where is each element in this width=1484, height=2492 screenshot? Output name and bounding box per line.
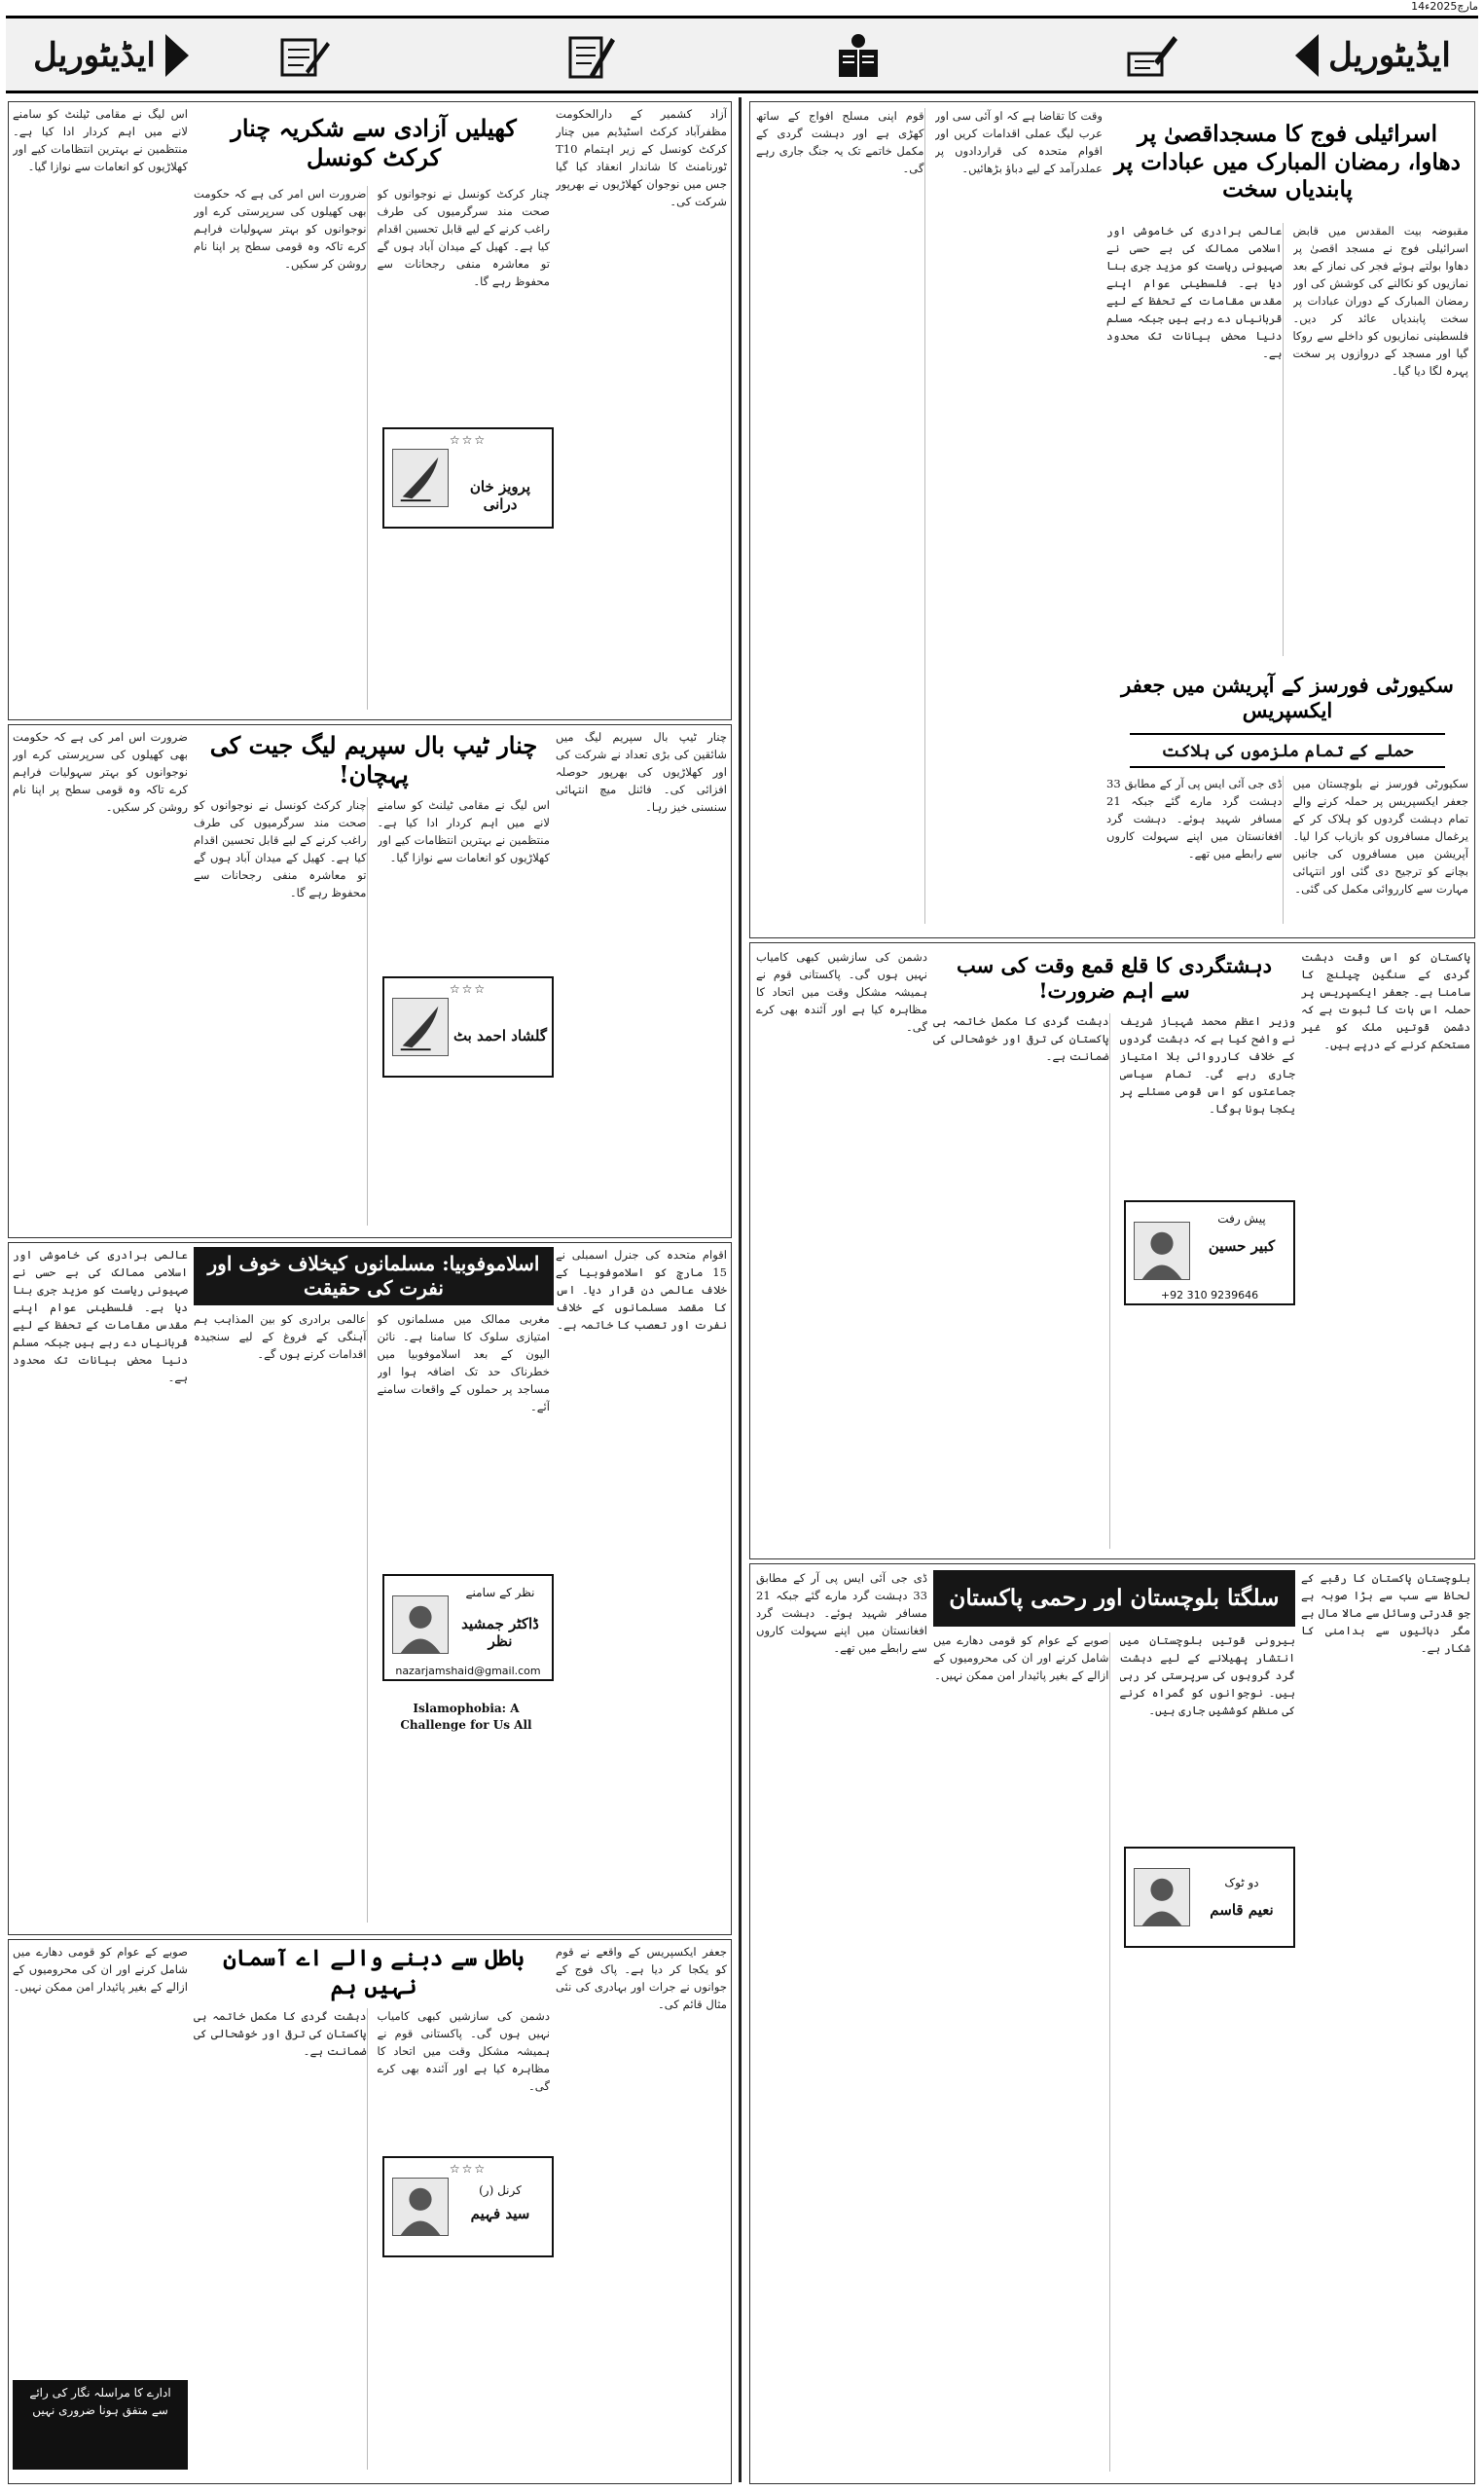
author-box <box>382 976 554 1078</box>
body-column: عالمی برادری کو بین المذاہب ہم آہنگی کے فروغ کے لیے سنجیدہ اقدامات کرنے ہوں گے۔ <box>194 1311 368 1923</box>
article-body <box>556 106 727 710</box>
column-title: نظر کے سامنے <box>465 1586 535 1599</box>
article-headline: کھیلیں آزادی سے شکریہ چنار کرکٹ کونسل <box>194 106 554 180</box>
article-dehshat <box>749 942 1475 1559</box>
rating-stars-icon: ☆☆☆ <box>449 433 488 447</box>
masthead <box>6 16 1478 93</box>
article-headline: اسرائیلی فوج کا مسجداقصیٰ پر دھاوا، رمضان المبارک میں عبادات پر پابندیاں سخت <box>1106 108 1468 217</box>
author-rank: کرنل (ر) <box>479 2183 522 2197</box>
article-body <box>556 729 727 1226</box>
body-column: بلوچستان پاکستان کا رقبے کے لحاظ سے سب سے بڑا صوبہ ہے جو قدرتی وسائل سے مالا مال ہے مگر دہائیوں سے بدامنی کا شکار ہے۔ <box>1301 1571 1470 1655</box>
rating-stars-icon: ☆☆☆ <box>449 982 488 996</box>
article-body <box>556 1247 727 1923</box>
article-quds <box>749 101 1475 938</box>
newspaper-reader-icon <box>831 32 886 81</box>
article-body <box>1301 949 1470 1549</box>
top-bar <box>0 0 1484 14</box>
article-body <box>13 1944 188 2372</box>
author-name: نعیم قاسم <box>1210 1901 1274 1919</box>
article-body <box>1301 1570 1470 2472</box>
author-box <box>382 427 554 529</box>
body-column: دشمن کی سازشیں کبھی کامیاب نہیں ہوں گی۔ پاکستانی قوم نے ہمیشہ مشکل وقت میں اتحاد کا مظاہرہ کیا ہے اور آئندہ بھی کرے گی۔ <box>377 2009 550 2093</box>
body-column: جعفر ایکسپریس کے واقعے نے قوم کو یکجا کر دیا ہے۔ پاک فوج کے جوانوں نے جرات اور بہادری کی نئی مثال قائم کی۔ <box>556 1945 727 2011</box>
column-title: پیش رفت <box>1217 1212 1266 1226</box>
article-body <box>556 1944 727 2470</box>
article-body <box>13 729 188 1226</box>
center-divider <box>739 97 742 2482</box>
body-column: صوبے کے عوام کو قومی دھارے میں شامل کرنے اور ان کی محرومیوں کے ازالے کے بغیر پائیدار امن ممکن نہیں۔ <box>13 1945 188 1994</box>
article-body <box>1106 776 1468 924</box>
column-title: دو ٹوک <box>1224 1876 1259 1889</box>
article-tapeball <box>8 724 732 1238</box>
body-column: عالمی برادری کی خاموشی اور اسلامی ممالک کی بے حسی نے صہیونی ریاست کو مزید جری بنا دیا ہے۔ فلسطینی عوام اپنے مقدس مقامات کے تحفظ کے لیے قربانیاں دے رہے ہیں جبکہ مسلم دنیا محض بیانات تک محدود ہے۔ <box>13 1248 188 1384</box>
body-column: پاکستان کو اس وقت دہشت گردی کے سنگین چیلنج کا سامنا ہے۔ جعفر ایکسپریس پر حملہ اس بات کا ثبوت ہے کہ دشمن قوتیں ملک کو غیر مستحکم کرنے کے درپے ہیں۔ <box>1301 950 1470 1051</box>
body-column: دہشت گردی کا مکمل خاتمہ ہی پاکستان کی ترقی اور خوشحالی کی ضمانت ہے۔ <box>933 1013 1110 1549</box>
body-column: ڈی جی آئی ایس پی آر کے مطابق 33 دہشت گرد مارے گئے جبکہ 21 مسافر شہید ہوئے۔ دہشت گرد افغانستان میں اپنے سہولت کاروں سے رابطے میں تھے۔ <box>756 1571 927 1655</box>
section-title-right: ایڈیٹوریل <box>1328 36 1451 75</box>
author-email: nazarjamshaid@gmail.com <box>395 1665 541 1677</box>
chevron-right-icon <box>165 34 189 77</box>
body-column: اقوام متحدہ کی جنرل اسمبلی نے 15 مارچ کو اسلاموفوبیا کے خلاف عالمی دن قرار دیا۔ اس کا مقصد مسلمانوں کے خلاف نفرت اور تعصب کا خاتمہ ہے۔ <box>556 1248 727 1332</box>
author-phone: +92 310 9239646 <box>1160 1289 1259 1301</box>
article-headline: باطل سے دبنے والے اے آسمان نہیں ہم <box>194 1944 554 2002</box>
body-column: وقت کا تقاضا ہے کہ او آئی سی اور عرب لیگ عملی اقدامات کریں اور اقوام متحدہ کی قراردادوں پر عملدرآمد کے لیے دباؤ بڑھائیں۔ <box>934 109 1103 175</box>
article-cricket <box>8 101 732 720</box>
article-headline: اسلاموفوبیا: مسلمانوں کیخلاف خوف اور نفرت کی حقیقت <box>194 1247 554 1305</box>
body-column: عالمی برادری کی خاموشی اور اسلامی ممالک کی بے حسی نے صہیونی ریاست کو مزید جری بنا دیا ہے۔ فلسطینی عوام اپنے مقدس مقامات کے تحفظ کے لیے قربانیاں دے رہے ہیں جبکہ مسلم دنیا محض بیانات تک محدود ہے۔ <box>1106 223 1284 656</box>
body-column: قوم اپنی مسلح افواج کے ساتھ کھڑی ہے اور دہشت گردی کے مکمل خاتمے تک یہ جنگ جاری رہے گی۔ <box>756 108 925 924</box>
body-column: دشمن کی سازشیں کبھی کامیاب نہیں ہوں گی۔ پاکستانی قوم نے ہمیشہ مشکل وقت میں اتحاد کا مظاہرہ کیا ہے اور آئندہ بھی کرے گی۔ <box>756 950 927 1034</box>
article-balochistan <box>749 1563 1475 2484</box>
body-column: صوبے کے عوام کو قومی دھارے میں شامل کرنے اور ان کی محرومیوں کے ازالے کے بغیر پائیدار امن ممکن نہیں۔ <box>933 1632 1110 2472</box>
pen-writing-icon <box>1125 32 1179 81</box>
author-name: کبیر حسین <box>1208 1237 1276 1255</box>
body-column: مغربی ممالک میں مسلمانوں کو امتیازی سلوک کا سامنا ہے۔ نائن الیون کے بعد اسلاموفوبیا میں خطرناک حد تک اضافہ ہوا اور مساجد پر حملوں کے واقعات سامنے آئے۔ <box>377 1312 550 1413</box>
body-column: اس لیگ نے مقامی ٹیلنٹ کو سامنے لانے میں اہم کردار ادا کیا ہے۔ منتظمین نے بہترین انتظامات کیے اور کھلاڑیوں کو انعامات سے نوازا گیا۔ <box>377 798 550 864</box>
editorial-disclaimer: ادارے کا مراسلہ نگار کی رائے سے متفق ہونا ضروری نہیں <box>13 2380 188 2470</box>
author-box <box>382 1574 554 1681</box>
article-subhead: حملے کے تمام ملزموں کی ہلاکت <box>1130 733 1445 768</box>
article-batil <box>8 1939 732 2484</box>
body-column: چنار کرکٹ کونسل نے نوجوانوں کو صحت مند سرگرمیوں کی طرف راغب کرنے کے لیے قابل تحسین اقدام کیا ہے۔ کھیل کے میدان آباد ہوں گے تو معاشرہ منفی رجحانات سے محفوظ رہے گا۔ <box>377 187 550 288</box>
article-headline: سلگتا بلوچستان اور رحمی پاکستان <box>933 1570 1295 1627</box>
pen-notebook-icon <box>276 32 331 81</box>
body-column: آزاد کشمیر کے دارالحکومت مظفرآباد کرکٹ اسٹیڈیم میں چنار کرکٹ کونسل کے زیر اہتمام T10 ٹورنامنٹ کا شاندار انعقاد کیا گیا جس میں نوجوان کھلاڑیوں نے بھرپور شرکت کی۔ <box>556 107 727 208</box>
body-column: چنار کرکٹ کونسل نے نوجوانوں کو صحت مند سرگرمیوں کی طرف راغب کرنے کے لیے قابل تحسین اقدام کیا ہے۔ کھیل کے میدان آباد ہوں گے تو معاشرہ منفی رجحانات سے محفوظ رہے گا۔ <box>194 797 368 1226</box>
article-body <box>756 949 927 1549</box>
section-brand-left <box>14 30 208 81</box>
author-box <box>1124 1847 1295 1948</box>
body-column: ضرورت اس امر کی ہے کہ حکومت بھی کھیلوں کی سرپرستی کرے اور نوجوانوں کو بہتر سہولیات فراہم کرے تاکہ وہ قومی سطح پر اپنا نام روشن کر سکیں۔ <box>194 186 368 710</box>
quill-icon <box>392 449 449 507</box>
article-body <box>756 108 1103 924</box>
body-column: اس لیگ نے مقامی ٹیلنٹ کو سامنے لانے میں اہم کردار ادا کیا ہے۔ منتظمین نے بہترین انتظامات کیے اور کھلاڑیوں کو انعامات سے نوازا گیا۔ <box>13 107 188 173</box>
chevron-left-icon <box>1295 34 1319 77</box>
author-avatar <box>392 1595 449 1654</box>
issue-date: 14مارچ2025ء <box>1411 0 1478 13</box>
article-body <box>1106 223 1468 656</box>
author-box <box>382 2156 554 2257</box>
author-avatar <box>1134 1868 1190 1926</box>
body-column: چنار ٹیپ بال سپریم لیگ میں شائقین کی بڑی تعداد نے شرکت کی اور کھلاڑیوں کی بھرپور حوصلہ افزائی کی۔ فائنل میچ انتہائی سنسنی خیز رہا۔ <box>556 730 727 814</box>
author-name: ڈاکٹر جمشید نظر <box>461 1615 539 1650</box>
author-box <box>1124 1200 1295 1305</box>
article-body <box>933 1632 1295 2472</box>
quill-icon <box>392 998 449 1056</box>
body-column: ضرورت اس امر کی ہے کہ حکومت بھی کھیلوں کی سرپرستی کرے اور نوجوانوں کو بہتر سہولیات فراہم کرے تاکہ وہ قومی سطح پر اپنا نام روشن کر سکیں۔ <box>13 730 188 814</box>
author-name: گلشاد احمد بٹ <box>452 1027 548 1044</box>
article-body <box>13 1247 188 1923</box>
author-name: پرویز خان درانی <box>469 478 531 513</box>
section-brand-right <box>1276 30 1470 81</box>
body-column: بیرونی قوتیں بلوچستان میں انتشار پھیلانے کے لیے دہشت گرد گروہوں کی سرپرستی کر رہی ہیں۔ نوجوانوں کو گمراہ کرنے کی منظم کوششیں جاری ہیں۔ <box>1119 1633 1295 1717</box>
body-column: وزیر اعظم محمد شہباز شریف نے واضح کیا ہے کہ دہشت گردوں کے خلاف کارروائی بلا امتیاز جاری رہے گی۔ تمام سیاسی جماعتوں کو اس قومی مسئلے پر یکجا ہونا ہوگا۔ <box>1119 1014 1295 1116</box>
body-column: سکیورٹی فورسز نے بلوچستان میں جعفر ایکسپریس پر حملہ کرنے والے تمام دہشت گردوں کو ہلاک کر کے یرغمال مسافروں کو بازیاب کرا لیا۔ آپریشن میں مسافروں کی جانیں بچانے کو ترجیح دی گئی اور انتہائی مہارت سے کارروائی مکمل کی گئی۔ <box>1292 777 1468 896</box>
body-column: مقبوضہ بیت المقدس میں قابض اسرائیلی فوج نے مسجد اقصیٰ پر دھاوا بولتے ہوئے فجر کی نماز کے بعد نمازیوں کو نکالنے کی کوشش کی اور رمضان المبارک کے دوران عبادات پر سخت پابندیاں عائد کر دیں۔ فلسطینی نمازیوں کو داخلے سے روکا گیا اور مسجد کے دروازوں پر سخت پہرہ لگا دیا گیا۔ <box>1292 224 1468 378</box>
body-column: ڈی جی آئی ایس پی آر کے مطابق 33 دہشت گرد مارے گئے جبکہ 21 مسافر شہید ہوئے۔ دہشت گرد افغانستان میں اپنے سہولت کاروں سے رابطے میں تھے۔ <box>1106 776 1284 924</box>
section-title-left: ایڈیٹوریل <box>33 36 156 75</box>
article-headline: چنار ٹیپ بال سپریم لیگ جیت کی پہچان! <box>194 729 554 791</box>
author-name: سید فہیم <box>470 2205 530 2222</box>
author-avatar <box>1134 1222 1190 1280</box>
rating-stars-icon: ☆☆☆ <box>449 2162 488 2176</box>
article-body <box>13 106 188 710</box>
article-headline: سکیورٹی فورسز کے آپریشن میں جعفر ایکسپریس <box>1106 667 1468 729</box>
article-body <box>756 1570 927 2472</box>
article-islamophobia <box>8 1242 732 1935</box>
body-column: دہشت گردی کا مکمل خاتمہ ہی پاکستان کی ترقی اور خوشحالی کی ضمانت ہے۔ <box>194 2008 368 2470</box>
author-avatar <box>392 2178 449 2236</box>
article-headline: دہشتگردی کا قلع قمع وقت کی سب سے اہم ضرورت! <box>933 949 1295 1008</box>
pull-quote: Islamophobia: A Challenge for Us All <box>400 1702 532 1732</box>
pen-paper-icon <box>562 32 617 81</box>
